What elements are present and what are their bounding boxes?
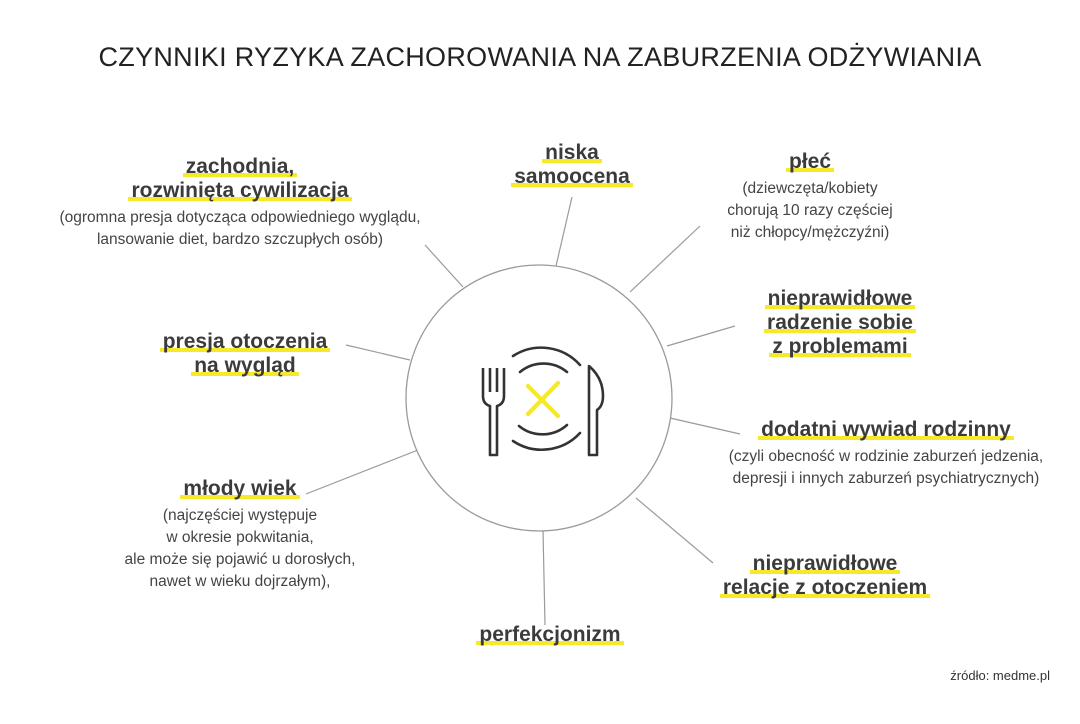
factor-heading-line: dodatni wywiad rodzinny bbox=[758, 418, 1014, 441]
factor-poor-coping bbox=[730, 287, 950, 359]
factor-heading-line: perfekcjonizm bbox=[476, 623, 623, 646]
factor-heading-line: nieprawidłowe bbox=[750, 552, 901, 575]
factor-desc-line: niż chłopcy/mężczyźni) bbox=[730, 224, 890, 241]
factor-poor-relationships bbox=[685, 552, 965, 600]
factor-young-age bbox=[90, 477, 390, 593]
factor-heading-line: na wygląd bbox=[191, 354, 299, 377]
factor-heading-line: zachodnia, bbox=[183, 155, 298, 178]
source-credit: źródło: medme.pl bbox=[950, 668, 1050, 683]
factor-heading-line: niska bbox=[542, 141, 602, 164]
factor-low-self-esteem bbox=[482, 141, 662, 189]
connector-radzenie bbox=[667, 326, 735, 346]
factor-desc-line: chorują 10 razy częściej bbox=[727, 202, 893, 219]
factor-desc-line: ale może się pojawić u dorosłych, bbox=[124, 551, 356, 568]
factor-heading-line: presja otoczenia bbox=[160, 330, 331, 353]
factor-desc-line: (najczęściej występuje bbox=[162, 507, 318, 524]
factor-family-history bbox=[700, 418, 1072, 490]
connector-zachodnia bbox=[425, 245, 463, 287]
factor-perfectionism bbox=[450, 623, 650, 647]
factor-desc-line: lansowanie diet, bardzo szczupłych osób) bbox=[96, 231, 384, 248]
factor-desc-line: (dziewczęta/kobiety bbox=[742, 180, 878, 197]
connector-presja bbox=[346, 345, 410, 360]
factor-desc-line: nawet w wieku dojrzałym), bbox=[149, 573, 331, 590]
factor-social-pressure bbox=[135, 330, 355, 378]
factor-heading-line: młody wiek bbox=[180, 477, 299, 500]
factor-heading-line: rozwinięta cywilizacja bbox=[128, 179, 351, 202]
factor-western-civilization bbox=[20, 155, 460, 251]
factor-desc-line: (ogromna presja dotycząca odpowiedniego wyglądu, bbox=[59, 209, 421, 226]
page-title: CZYNNIKI RYZYKA ZACHOROWANIA NA ZABURZENIA ODŻYWIANIA bbox=[98, 42, 982, 72]
factor-heading-line: relacje z otoczeniem bbox=[720, 576, 930, 599]
factor-heading-line: płeć bbox=[786, 150, 834, 173]
factor-desc-line: w okresie pokwitania, bbox=[166, 529, 314, 546]
factor-heading-line: nieprawidłowe bbox=[765, 287, 916, 310]
connector-perfekcjonizm bbox=[543, 530, 545, 625]
connector-niska bbox=[556, 197, 572, 266]
factor-gender bbox=[690, 150, 930, 244]
factor-desc-line: depresji i innych zaburzeń psychiatrycznych) bbox=[732, 470, 1040, 487]
factor-heading-line: samoocena bbox=[511, 165, 633, 188]
factor-desc-line: (czyli obecność w rodzinie zaburzeń jedzenia, bbox=[728, 448, 1044, 465]
factor-heading-line: z problemami bbox=[769, 335, 910, 358]
factor-heading-line: radzenie sobie bbox=[764, 311, 916, 334]
